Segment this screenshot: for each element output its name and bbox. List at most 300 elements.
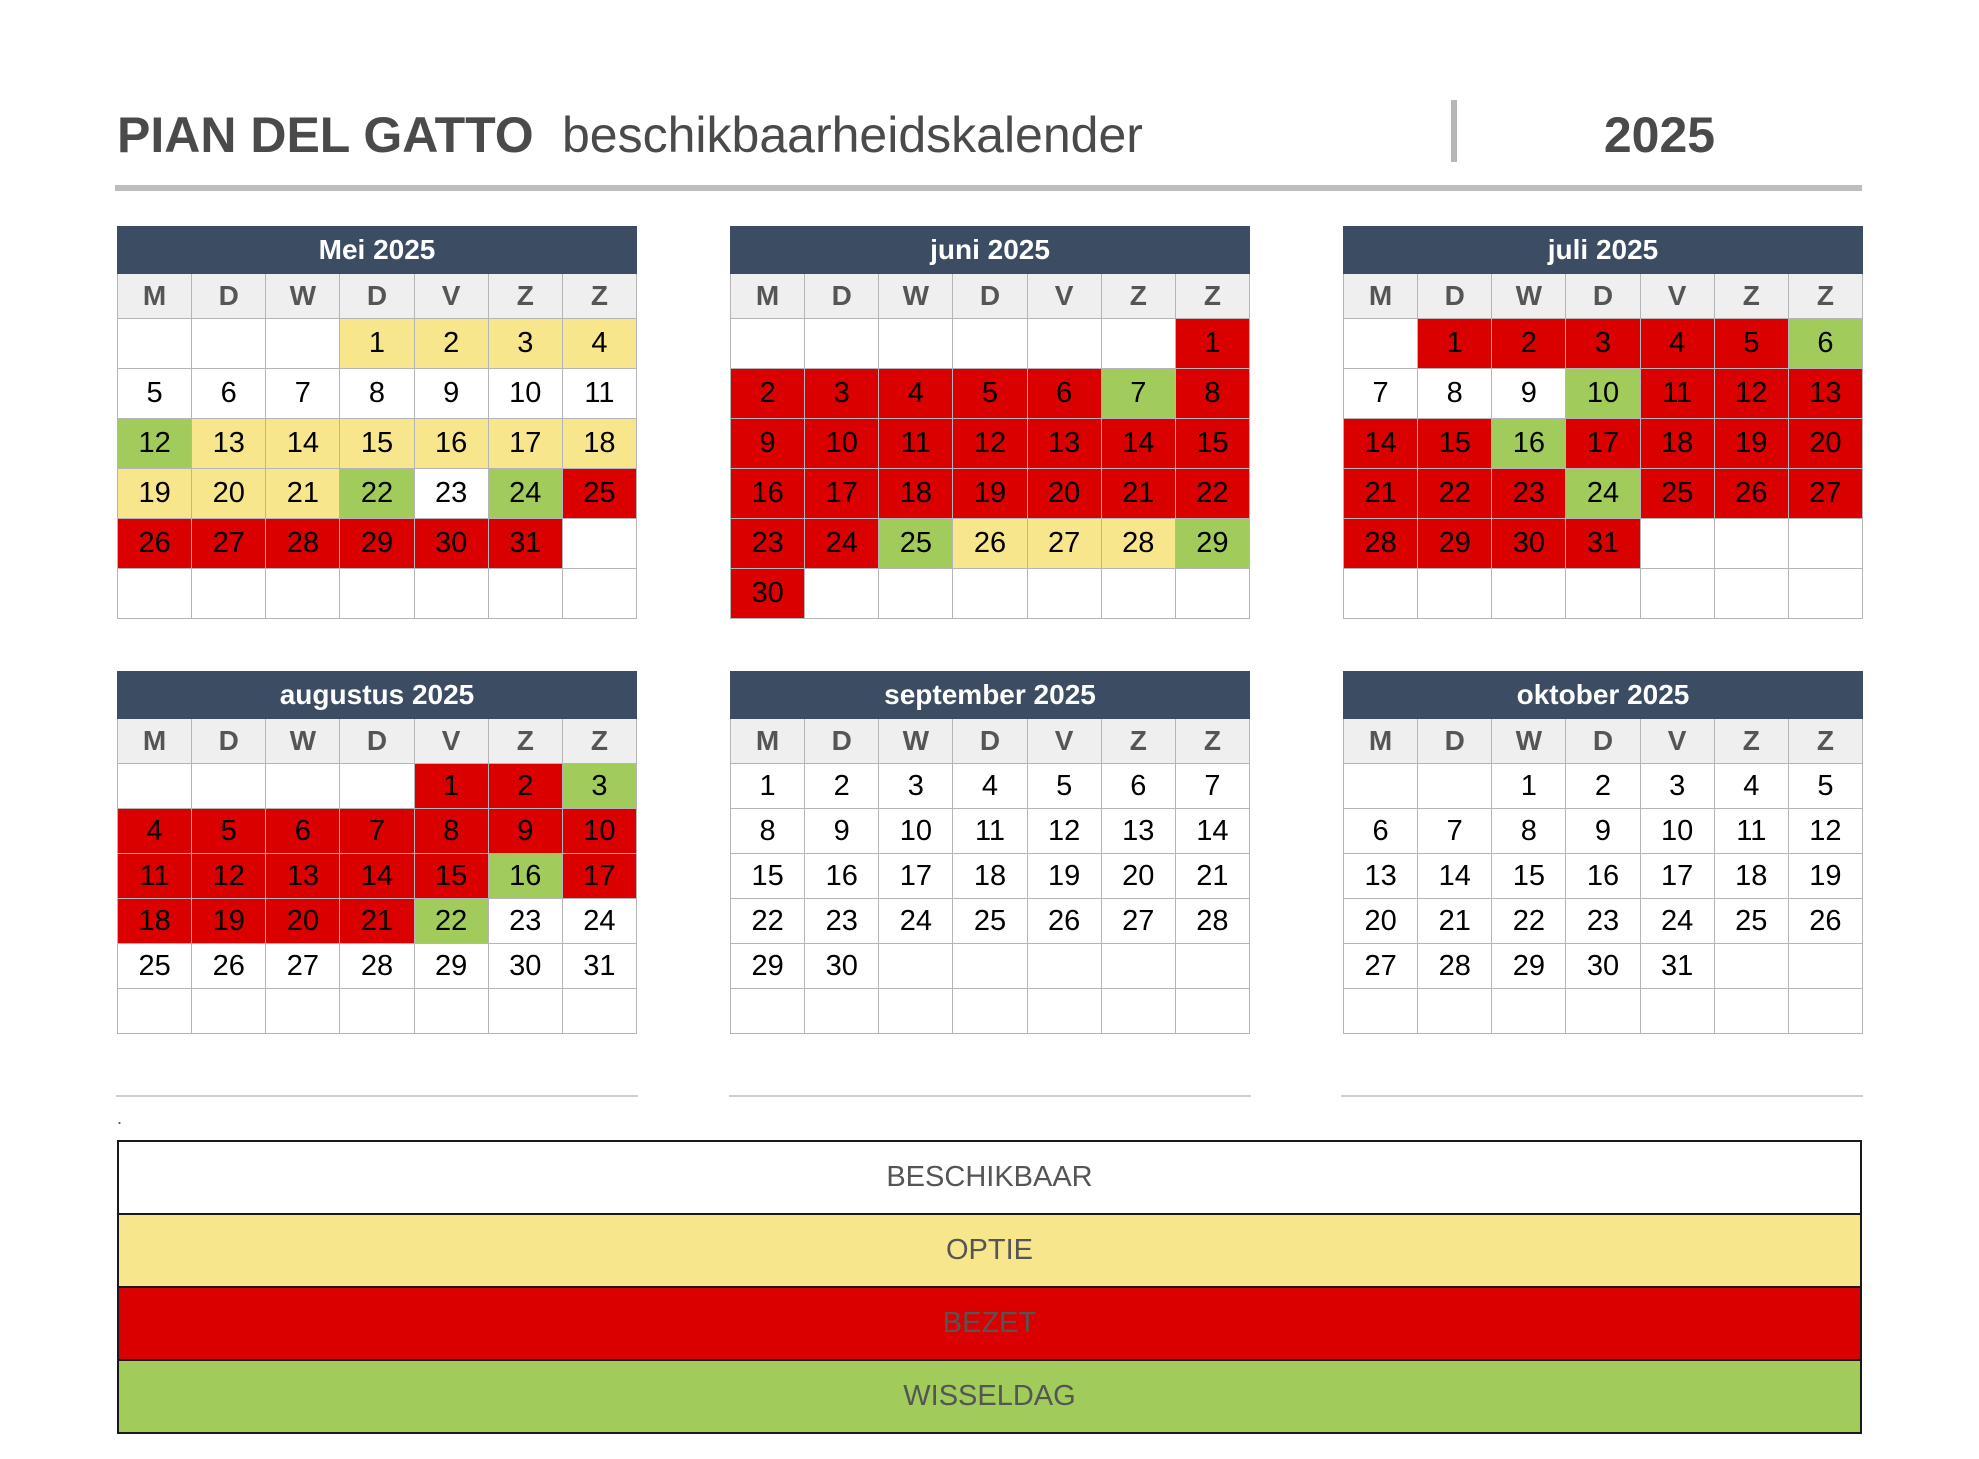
weekday-label: D — [1418, 274, 1492, 319]
month-calendar — [730, 671, 1250, 1034]
weekday-label: Z — [1788, 274, 1862, 319]
day-cell[interactable]: 7 — [340, 809, 414, 854]
empty-cell — [266, 319, 340, 369]
weekday-label: V — [1640, 719, 1714, 764]
month-title: juli 2025 — [1344, 227, 1863, 274]
day-cell[interactable]: 7 — [1418, 809, 1492, 854]
weekday-label: D — [1418, 719, 1492, 764]
day-cell[interactable]: 18 — [953, 854, 1027, 899]
day-cell[interactable]: 12 — [953, 419, 1027, 469]
day-cell[interactable]: 8 — [731, 809, 805, 854]
year-label: 2025 — [1603, 107, 1716, 163]
day-cell[interactable]: 6 — [1027, 369, 1101, 419]
day-cell[interactable]: 8 — [1418, 369, 1492, 419]
day-cell[interactable]: 19 — [1027, 854, 1101, 899]
day-cell[interactable]: 22 — [414, 899, 488, 944]
day-cell[interactable]: 9 — [731, 419, 805, 469]
empty-cell — [118, 764, 192, 809]
day-cell[interactable]: 23 — [1492, 469, 1566, 519]
day-cell[interactable]: 20 — [1101, 854, 1175, 899]
day-cell[interactable]: 13 — [1788, 369, 1862, 419]
day-cell[interactable]: 2 — [805, 764, 879, 809]
day-cell[interactable]: 28 — [340, 944, 414, 989]
day-cell[interactable]: 12 — [1714, 369, 1788, 419]
day-cell[interactable]: 17 — [805, 469, 879, 519]
empty-cell — [1714, 519, 1788, 569]
empty-cell — [1027, 989, 1101, 1034]
day-cell[interactable]: 24 — [488, 469, 562, 519]
day-cell[interactable]: 4 — [1640, 319, 1714, 369]
day-cell[interactable]: 19 — [118, 469, 192, 519]
empty-cell — [879, 569, 953, 619]
day-cell[interactable]: 3 — [1566, 319, 1640, 369]
empty-cell — [731, 989, 805, 1034]
day-cell[interactable]: 6 — [266, 809, 340, 854]
weekday-label: Z — [1175, 274, 1249, 319]
empty-cell — [1344, 989, 1418, 1034]
day-cell[interactable]: 10 — [488, 369, 562, 419]
weekday-label: Z — [1101, 719, 1175, 764]
day-cell[interactable]: 22 — [340, 469, 414, 519]
day-cell[interactable]: 18 — [1714, 854, 1788, 899]
day-cell[interactable]: 14 — [1101, 419, 1175, 469]
empty-cell — [1175, 944, 1249, 989]
day-cell[interactable]: 5 — [118, 369, 192, 419]
empty-cell — [1344, 319, 1418, 369]
empty-cell — [1714, 569, 1788, 619]
day-cell[interactable]: 22 — [1175, 469, 1249, 519]
day-cell[interactable]: 28 — [1418, 944, 1492, 989]
page-subtitle: beschikbaarheidskalender — [562, 107, 1143, 163]
day-cell[interactable]: 23 — [488, 899, 562, 944]
empty-cell — [340, 764, 414, 809]
weekday-label: D — [340, 719, 414, 764]
day-cell[interactable]: 12 — [1788, 809, 1862, 854]
legend-available: BESCHIKBAAR — [119, 1142, 1860, 1215]
day-cell[interactable]: 10 — [879, 809, 953, 854]
day-cell[interactable]: 8 — [340, 369, 414, 419]
day-cell[interactable]: 12 — [118, 419, 192, 469]
day-cell[interactable]: 27 — [1027, 519, 1101, 569]
weekday-label: D — [340, 274, 414, 319]
day-cell[interactable]: 15 — [1492, 854, 1566, 899]
footnote-mark: . — [117, 1108, 123, 1128]
empty-cell — [340, 989, 414, 1034]
day-cell[interactable]: 28 — [1344, 519, 1418, 569]
weekday-label: Z — [562, 719, 636, 764]
day-cell[interactable]: 6 — [1788, 319, 1862, 369]
weekday-label: D — [805, 719, 879, 764]
day-cell[interactable]: 11 — [1640, 369, 1714, 419]
day-cell[interactable]: 13 — [1027, 419, 1101, 469]
empty-cell — [192, 569, 266, 619]
day-cell[interactable]: 20 — [266, 899, 340, 944]
empty-cell — [414, 989, 488, 1034]
empty-cell — [953, 944, 1027, 989]
day-cell[interactable]: 2 — [488, 764, 562, 809]
weekday-label: D — [805, 274, 879, 319]
day-cell[interactable]: 19 — [192, 899, 266, 944]
weekday-label: V — [414, 274, 488, 319]
day-cell[interactable]: 21 — [1344, 469, 1418, 519]
empty-cell — [488, 569, 562, 619]
day-cell[interactable]: 3 — [805, 369, 879, 419]
empty-cell — [1640, 569, 1714, 619]
day-cell[interactable]: 17 — [488, 419, 562, 469]
empty-cell — [731, 319, 805, 369]
empty-cell — [1418, 569, 1492, 619]
day-cell[interactable]: 1 — [340, 319, 414, 369]
empty-cell — [1492, 989, 1566, 1034]
day-cell[interactable]: 15 — [340, 419, 414, 469]
empty-cell — [1344, 764, 1418, 809]
day-cell[interactable]: 19 — [1714, 419, 1788, 469]
weekday-label: W — [266, 719, 340, 764]
weekday-label: D — [192, 274, 266, 319]
day-cell[interactable]: 31 — [1640, 944, 1714, 989]
empty-cell — [805, 319, 879, 369]
day-cell[interactable]: 26 — [953, 519, 1027, 569]
day-cell[interactable]: 15 — [731, 854, 805, 899]
day-cell[interactable]: 28 — [1101, 519, 1175, 569]
legend-booked: BEZET — [119, 1288, 1860, 1361]
day-cell[interactable]: 25 — [562, 469, 636, 519]
day-cell[interactable]: 18 — [1640, 419, 1714, 469]
day-cell[interactable]: 1 — [731, 764, 805, 809]
day-cell[interactable]: 6 — [192, 369, 266, 419]
day-cell[interactable]: 28 — [266, 519, 340, 569]
day-cell[interactable]: 15 — [1418, 419, 1492, 469]
day-cell[interactable]: 11 — [879, 419, 953, 469]
weekday-label: M — [731, 274, 805, 319]
month-title: Mei 2025 — [118, 227, 637, 274]
day-cell[interactable]: 23 — [1566, 899, 1640, 944]
empty-cell — [192, 319, 266, 369]
day-cell[interactable]: 9 — [1566, 809, 1640, 854]
day-cell[interactable]: 21 — [1418, 899, 1492, 944]
empty-cell — [488, 989, 562, 1034]
day-cell[interactable]: 29 — [414, 944, 488, 989]
day-cell[interactable]: 25 — [1640, 469, 1714, 519]
day-cell[interactable]: 25 — [118, 944, 192, 989]
day-cell[interactable]: 2 — [1566, 764, 1640, 809]
day-cell[interactable]: 23 — [731, 519, 805, 569]
empty-cell — [1101, 944, 1175, 989]
empty-cell — [192, 989, 266, 1034]
day-cell[interactable]: 16 — [1492, 419, 1566, 469]
empty-cell — [414, 569, 488, 619]
day-cell[interactable]: 26 — [1788, 899, 1862, 944]
weekday-label: D — [1566, 274, 1640, 319]
empty-cell — [1492, 569, 1566, 619]
day-cell[interactable]: 5 — [1027, 764, 1101, 809]
day-cell[interactable]: 18 — [879, 469, 953, 519]
empty-cell — [192, 764, 266, 809]
day-cell[interactable]: 27 — [266, 944, 340, 989]
day-cell[interactable]: 21 — [266, 469, 340, 519]
empty-cell — [953, 569, 1027, 619]
empty-cell — [1566, 569, 1640, 619]
empty-cell — [1101, 989, 1175, 1034]
notes-line — [116, 1095, 638, 1097]
empty-cell — [953, 319, 1027, 369]
day-cell[interactable]: 4 — [953, 764, 1027, 809]
empty-cell — [1027, 569, 1101, 619]
day-cell[interactable]: 30 — [731, 569, 805, 619]
day-cell[interactable]: 27 — [1788, 469, 1862, 519]
weekday-label: D — [192, 719, 266, 764]
day-cell[interactable]: 16 — [805, 854, 879, 899]
day-cell[interactable]: 9 — [414, 369, 488, 419]
day-cell[interactable]: 12 — [192, 854, 266, 899]
day-cell[interactable]: 15 — [414, 854, 488, 899]
day-cell[interactable]: 30 — [414, 519, 488, 569]
empty-cell — [562, 519, 636, 569]
month-title: oktober 2025 — [1344, 672, 1863, 719]
day-cell[interactable]: 8 — [1175, 369, 1249, 419]
day-cell[interactable]: 25 — [879, 519, 953, 569]
day-cell[interactable]: 5 — [953, 369, 1027, 419]
empty-cell — [1640, 519, 1714, 569]
empty-cell — [1640, 989, 1714, 1034]
day-cell[interactable]: 11 — [562, 369, 636, 419]
day-cell[interactable]: 24 — [1640, 899, 1714, 944]
notes-line — [1341, 1095, 1863, 1097]
day-cell[interactable]: 10 — [562, 809, 636, 854]
day-cell[interactable]: 14 — [1418, 854, 1492, 899]
empty-cell — [1788, 519, 1862, 569]
day-cell[interactable]: 11 — [953, 809, 1027, 854]
empty-cell — [1418, 764, 1492, 809]
notes-line — [729, 1095, 1251, 1097]
day-cell[interactable]: 27 — [192, 519, 266, 569]
empty-cell — [1566, 989, 1640, 1034]
day-cell[interactable]: 20 — [1788, 419, 1862, 469]
day-cell[interactable]: 6 — [1101, 764, 1175, 809]
day-cell[interactable]: 2 — [414, 319, 488, 369]
weekday-label: Z — [1788, 719, 1862, 764]
day-cell[interactable]: 16 — [731, 469, 805, 519]
day-cell[interactable]: 12 — [1027, 809, 1101, 854]
day-cell[interactable]: 23 — [414, 469, 488, 519]
day-cell[interactable]: 19 — [953, 469, 1027, 519]
day-cell[interactable]: 1 — [414, 764, 488, 809]
day-cell[interactable]: 22 — [1418, 469, 1492, 519]
empty-cell — [118, 569, 192, 619]
day-cell[interactable]: 9 — [1492, 369, 1566, 419]
weekday-label: V — [1640, 274, 1714, 319]
day-cell[interactable]: 10 — [1566, 369, 1640, 419]
empty-cell — [562, 569, 636, 619]
day-cell[interactable]: 26 — [118, 519, 192, 569]
day-cell[interactable]: 25 — [1714, 899, 1788, 944]
day-cell[interactable]: 17 — [562, 854, 636, 899]
header-rule — [115, 185, 1862, 191]
day-cell[interactable]: 13 — [266, 854, 340, 899]
day-cell[interactable]: 5 — [1788, 764, 1862, 809]
day-cell[interactable]: 31 — [1566, 519, 1640, 569]
weekday-label: W — [266, 274, 340, 319]
day-cell[interactable]: 27 — [1344, 944, 1418, 989]
legend-option: OPTIE — [119, 1215, 1860, 1288]
day-cell[interactable]: 2 — [1492, 319, 1566, 369]
day-cell[interactable]: 4 — [118, 809, 192, 854]
day-cell[interactable]: 22 — [731, 899, 805, 944]
weekday-label: Z — [488, 719, 562, 764]
day-cell[interactable]: 11 — [118, 854, 192, 899]
day-cell[interactable]: 26 — [1027, 899, 1101, 944]
weekday-label: V — [1027, 719, 1101, 764]
day-cell[interactable]: 3 — [1640, 764, 1714, 809]
day-cell[interactable]: 29 — [1175, 519, 1249, 569]
day-cell[interactable]: 16 — [414, 419, 488, 469]
day-cell[interactable]: 8 — [1492, 809, 1566, 854]
day-cell[interactable]: 17 — [1566, 419, 1640, 469]
day-cell[interactable]: 10 — [805, 419, 879, 469]
empty-cell — [1027, 319, 1101, 369]
brand-title: PIAN DEL GATTO — [117, 107, 534, 163]
day-cell[interactable]: 3 — [562, 764, 636, 809]
month-calendar — [117, 226, 637, 619]
day-cell[interactable]: 31 — [562, 944, 636, 989]
day-cell[interactable]: 1 — [1492, 764, 1566, 809]
month-calendar — [117, 671, 637, 1034]
empty-cell — [1175, 989, 1249, 1034]
day-cell[interactable]: 4 — [1714, 764, 1788, 809]
day-cell[interactable]: 4 — [879, 369, 953, 419]
day-cell[interactable]: 16 — [488, 854, 562, 899]
day-cell[interactable]: 27 — [1101, 899, 1175, 944]
day-cell[interactable]: 13 — [192, 419, 266, 469]
weekday-label: Z — [488, 274, 562, 319]
day-cell[interactable]: 13 — [1344, 854, 1418, 899]
day-cell[interactable]: 2 — [731, 369, 805, 419]
day-cell[interactable]: 3 — [879, 764, 953, 809]
day-cell[interactable]: 18 — [118, 899, 192, 944]
day-cell[interactable]: 14 — [1344, 419, 1418, 469]
day-cell[interactable]: 20 — [1027, 469, 1101, 519]
day-cell[interactable]: 6 — [1344, 809, 1418, 854]
day-cell[interactable]: 4 — [562, 319, 636, 369]
legend-changeover: WISSELDAG — [119, 1361, 1860, 1432]
day-cell[interactable]: 25 — [953, 899, 1027, 944]
empty-cell — [1788, 989, 1862, 1034]
day-cell[interactable]: 5 — [1714, 319, 1788, 369]
empty-cell — [1788, 944, 1862, 989]
day-cell[interactable]: 20 — [192, 469, 266, 519]
day-cell[interactable]: 28 — [1175, 899, 1249, 944]
day-cell[interactable]: 3 — [488, 319, 562, 369]
day-cell[interactable]: 14 — [340, 854, 414, 899]
empty-cell — [1027, 944, 1101, 989]
day-cell[interactable]: 30 — [805, 944, 879, 989]
day-cell[interactable]: 23 — [805, 899, 879, 944]
day-cell[interactable]: 8 — [414, 809, 488, 854]
empty-cell — [1788, 569, 1862, 619]
day-cell[interactable]: 30 — [1492, 519, 1566, 569]
day-cell[interactable]: 1 — [1418, 319, 1492, 369]
day-cell[interactable]: 7 — [1101, 369, 1175, 419]
weekday-label: M — [1344, 719, 1418, 764]
day-cell[interactable]: 21 — [1101, 469, 1175, 519]
day-cell[interactable]: 26 — [192, 944, 266, 989]
weekday-label: D — [953, 719, 1027, 764]
weekday-label: W — [879, 274, 953, 319]
weekday-label: Z — [1714, 719, 1788, 764]
empty-cell — [879, 989, 953, 1034]
day-cell[interactable]: 7 — [1344, 369, 1418, 419]
empty-cell — [1101, 569, 1175, 619]
day-cell[interactable]: 21 — [1175, 854, 1249, 899]
day-cell[interactable]: 1 — [1175, 319, 1249, 369]
weekday-label: M — [118, 274, 192, 319]
day-cell[interactable]: 24 — [879, 899, 953, 944]
day-cell[interactable]: 29 — [1418, 519, 1492, 569]
day-cell[interactable]: 14 — [1175, 809, 1249, 854]
day-cell[interactable]: 31 — [488, 519, 562, 569]
weekday-label: Z — [1101, 274, 1175, 319]
month-calendar — [1343, 226, 1863, 619]
weekday-label: W — [1492, 274, 1566, 319]
day-cell[interactable]: 18 — [562, 419, 636, 469]
weekday-label: V — [414, 719, 488, 764]
day-cell[interactable]: 24 — [805, 519, 879, 569]
empty-cell — [1418, 989, 1492, 1034]
empty-cell — [1714, 944, 1788, 989]
day-cell[interactable]: 5 — [192, 809, 266, 854]
day-cell[interactable]: 30 — [488, 944, 562, 989]
day-cell[interactable]: 17 — [879, 854, 953, 899]
day-cell[interactable]: 16 — [1566, 854, 1640, 899]
day-cell[interactable]: 10 — [1640, 809, 1714, 854]
page-header — [117, 100, 1862, 190]
day-cell[interactable]: 9 — [805, 809, 879, 854]
day-cell[interactable]: 26 — [1714, 469, 1788, 519]
status-legend — [117, 1140, 1862, 1434]
day-cell[interactable]: 7 — [1175, 764, 1249, 809]
day-cell[interactable]: 29 — [731, 944, 805, 989]
day-cell[interactable]: 7 — [266, 369, 340, 419]
day-cell[interactable]: 22 — [1492, 899, 1566, 944]
day-cell[interactable]: 11 — [1714, 809, 1788, 854]
day-cell[interactable]: 15 — [1175, 419, 1249, 469]
weekday-label: V — [1027, 274, 1101, 319]
day-cell[interactable]: 21 — [340, 899, 414, 944]
empty-cell — [1714, 989, 1788, 1034]
weekday-label: Z — [1714, 274, 1788, 319]
day-cell[interactable]: 30 — [1566, 944, 1640, 989]
day-cell[interactable]: 24 — [562, 899, 636, 944]
day-cell[interactable]: 19 — [1788, 854, 1862, 899]
weekday-label: W — [1492, 719, 1566, 764]
weekday-label: Z — [562, 274, 636, 319]
empty-cell — [879, 319, 953, 369]
day-cell[interactable]: 17 — [1640, 854, 1714, 899]
day-cell[interactable]: 24 — [1566, 469, 1640, 519]
day-cell[interactable]: 9 — [488, 809, 562, 854]
day-cell[interactable]: 29 — [340, 519, 414, 569]
day-cell[interactable]: 20 — [1344, 899, 1418, 944]
day-cell[interactable]: 13 — [1101, 809, 1175, 854]
weekday-label: M — [1344, 274, 1418, 319]
month-title: juni 2025 — [731, 227, 1250, 274]
day-cell[interactable]: 29 — [1492, 944, 1566, 989]
empty-cell — [266, 764, 340, 809]
day-cell[interactable]: 14 — [266, 419, 340, 469]
empty-cell — [266, 989, 340, 1034]
empty-cell — [118, 989, 192, 1034]
empty-cell — [805, 989, 879, 1034]
